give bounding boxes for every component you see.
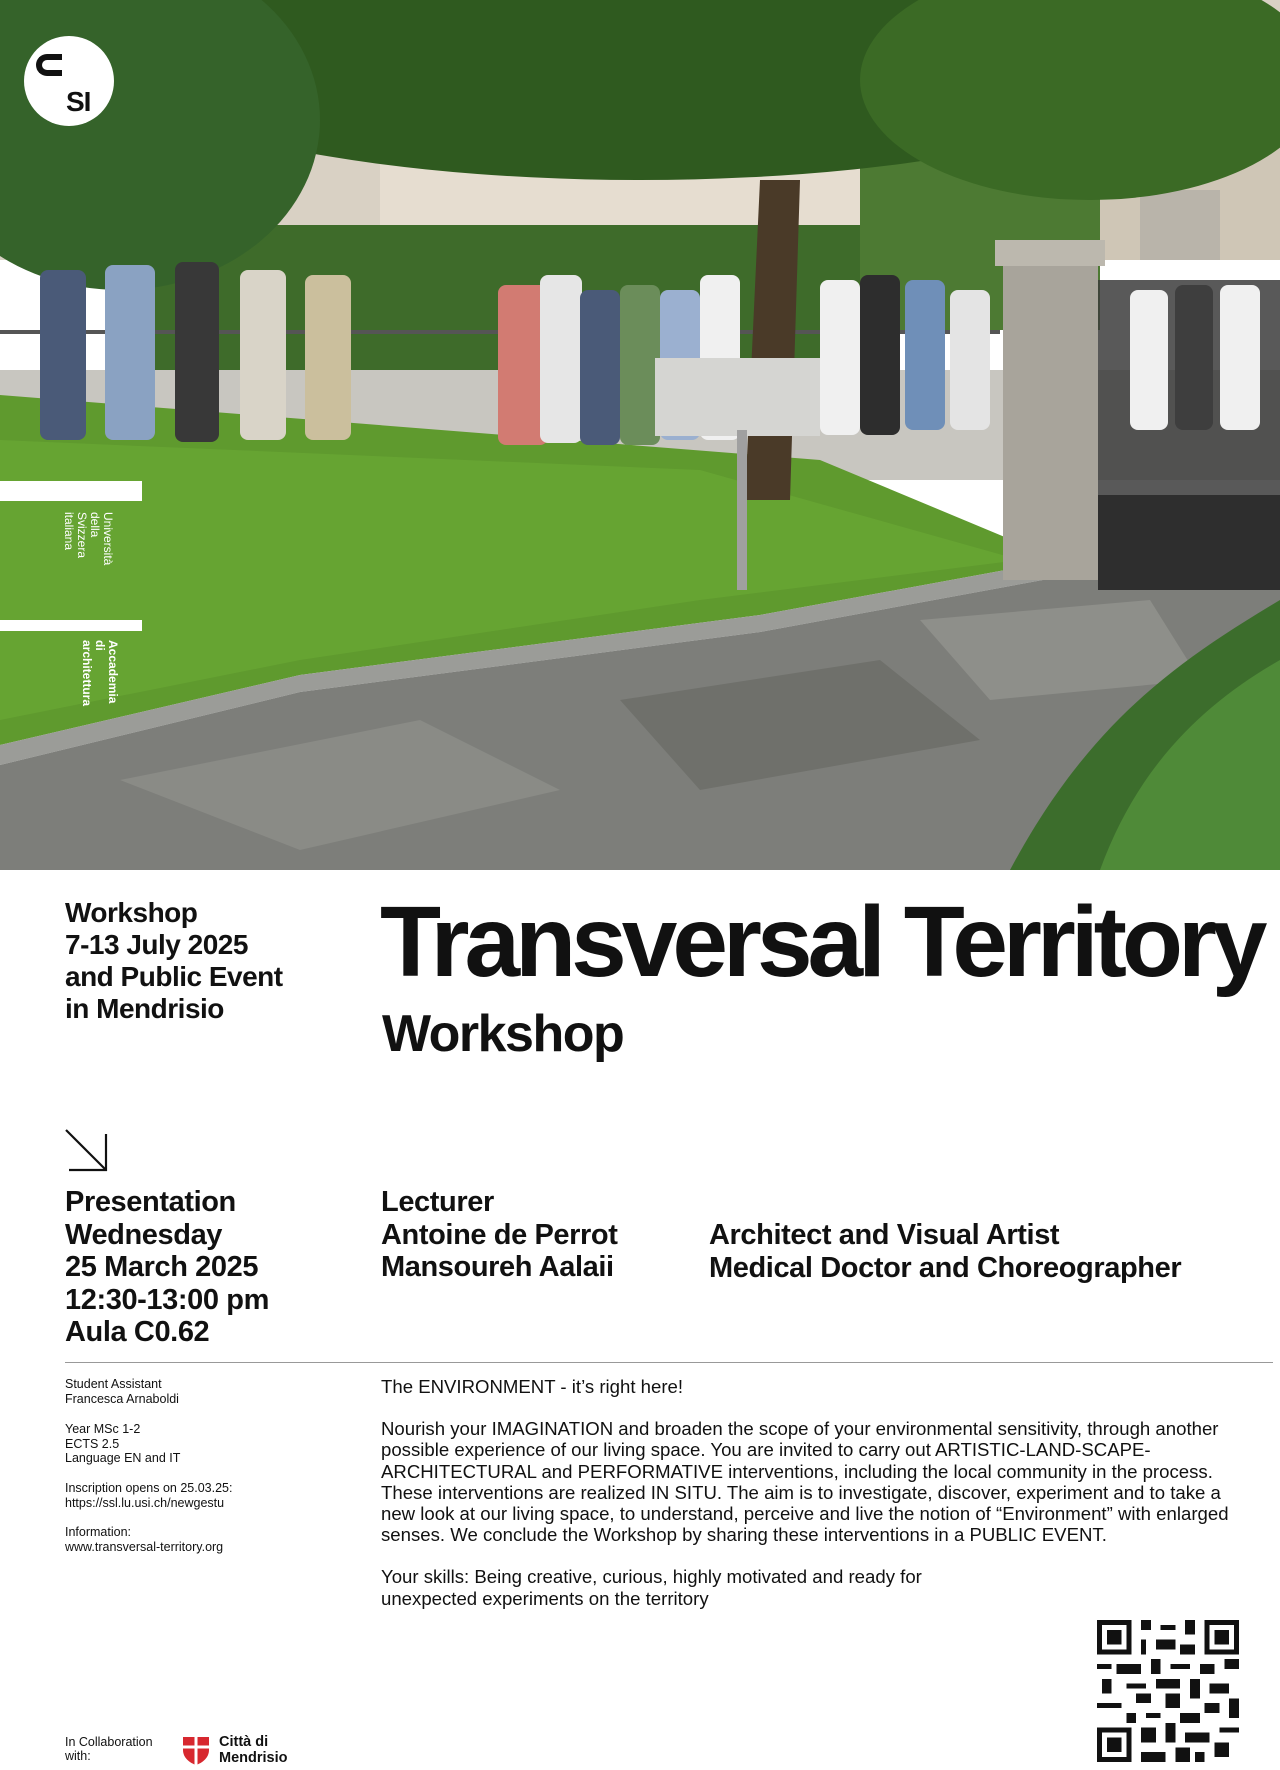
skills-paragraph: Your skills: Being creative, curious, highly motivated and ready for unexpected experiments on the territory xyxy=(381,1566,922,1609)
logo-letters: SI xyxy=(66,86,91,117)
lecturer-names: Lecturer Antoine de Perrot Mansoureh Aalaii xyxy=(381,1186,618,1283)
inscription-link[interactable]: https://ssl.lu.usi.ch/newgestu xyxy=(65,1495,225,1510)
usi-logo xyxy=(24,36,114,126)
student-assistant: Student Assistant Francesca Arnaboldi xyxy=(65,1377,179,1406)
usi-logo-icon xyxy=(36,54,62,76)
band-bottom xyxy=(0,620,142,631)
band-top xyxy=(0,481,142,501)
presentation-details: Presentation Wednesday 25 March 2025 12:30-13:00 pm Aula C0.62 xyxy=(65,1186,269,1348)
course-info: Year MSc 1-2 ECTS 2.5 Language EN and IT xyxy=(65,1422,181,1465)
event-info: Workshop 7-13 July 2025 and Public Event in Mendrisio xyxy=(65,897,283,1024)
hero-photo xyxy=(0,0,1280,870)
academy-name: Accademia di architettura xyxy=(80,640,120,707)
lecturer-roles: Architect and Visual Artist Medical Doctor and Choreographer xyxy=(709,1219,1182,1284)
arrow-down-right-icon xyxy=(64,1128,110,1174)
partner-name: Città di Mendrisio xyxy=(219,1734,288,1766)
qr-code-icon[interactable] xyxy=(1097,1620,1239,1762)
description xyxy=(381,1376,1251,1630)
intro-line: The ENVIRONMENT - it’s right here! xyxy=(381,1376,684,1397)
courtyard-scene-image xyxy=(0,0,1280,870)
inscription-info: Inscription opens on 25.03.25: https://ssl.lu.usi.ch/newgestu xyxy=(65,1481,365,1510)
mendrisio-shield-icon xyxy=(182,1736,210,1766)
information-info: Information: www.transversal-territory.org xyxy=(65,1525,365,1554)
divider xyxy=(65,1362,1273,1363)
page-subtitle: Workshop xyxy=(382,1005,624,1063)
collaboration-label: In Collaboration with: xyxy=(65,1735,153,1763)
main-paragraph: Nourish your IMAGINATION and broaden the scope of your environmental sensitivity, through another possible experience of our living space. You are invited to carry out ARTISTIC-LAND-SCAPE-ARCHITECTURAL and PERFORMATIVE interventions, including the local community in the process. These interventions are realized IN SITU. The aim is to investigate, discover, experiment and to take a new look at our living space, to understand, perceive and live the notion of “Environment” with enlarged senses. We conclude the Workshop by sharing these interventions in a PUBLIC EVENT. xyxy=(381,1418,1229,1546)
university-name: Università della Svizzera italiana xyxy=(62,512,115,566)
website-link[interactable]: www.transversal-territory.org xyxy=(65,1539,224,1554)
page-title: Transversal Territory xyxy=(380,886,1263,998)
